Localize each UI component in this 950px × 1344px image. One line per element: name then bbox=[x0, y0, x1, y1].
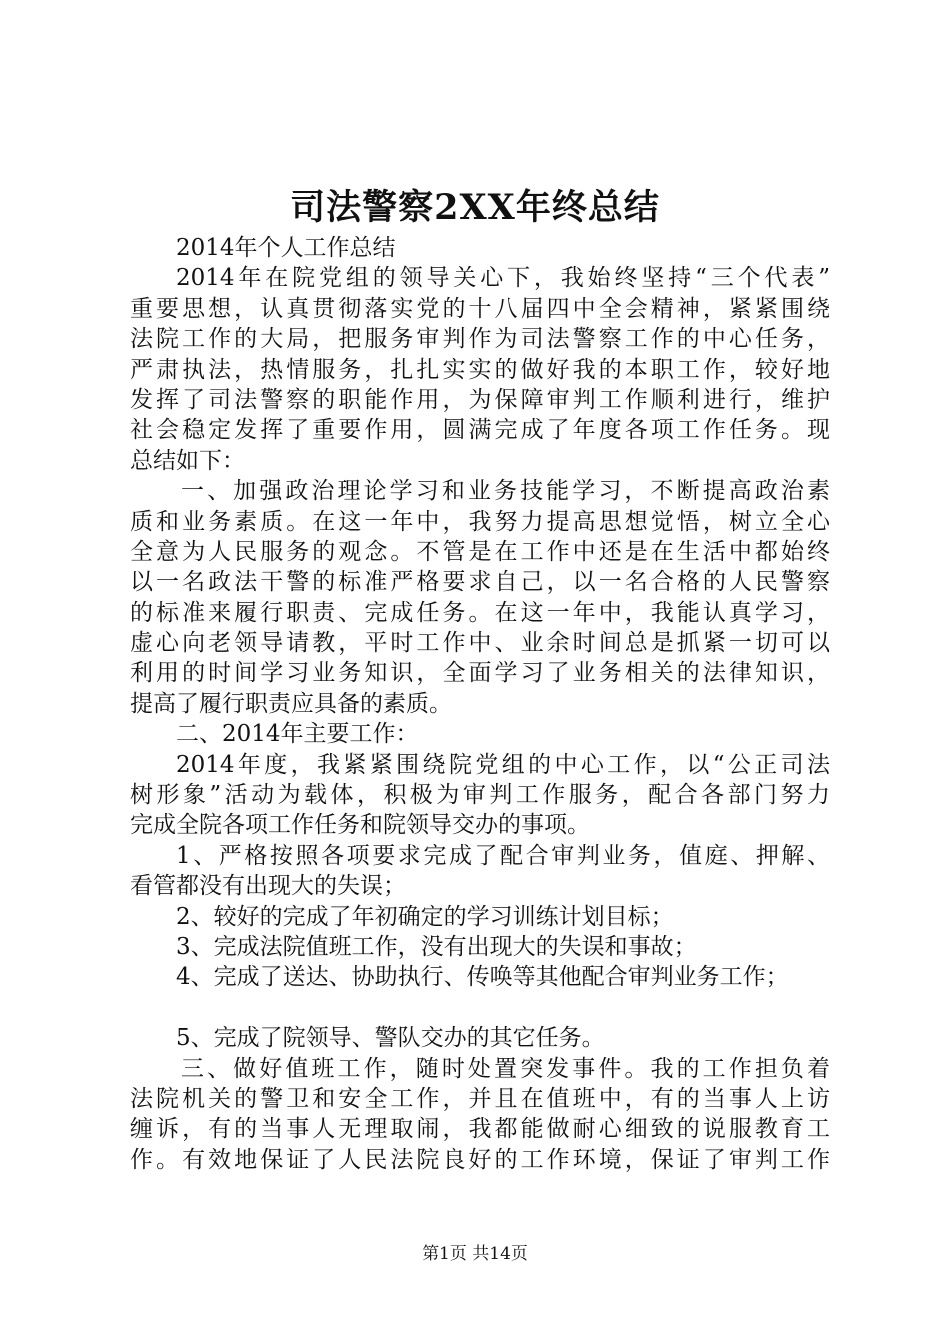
text-line: 质和业务素质。在这一年中，我努力提高思想觉悟，树立全心 bbox=[130, 508, 830, 535]
text-line: 1、严格按照各项要求完成了配合审判业务，值庭、押解、 bbox=[176, 842, 830, 869]
text-line: 虚心向老领导请教，平时工作中、业余时间总是抓紧一切可以 bbox=[130, 630, 830, 657]
text-line: 法院工作的大局，把服务审判作为司法警察工作的中心任务， bbox=[130, 326, 830, 353]
text-line: 缠诉，有的当事人无理取闹，我都能做耐心细致的说服教育工 bbox=[130, 1116, 830, 1143]
document-title: 司法警察2XX年终总结 bbox=[290, 187, 660, 228]
text-line: 提高了履行职责应具备的素质。 bbox=[130, 690, 452, 717]
text-line: 作。有效地保证了人民法院良好的工作环境，保证了审判工作 bbox=[130, 1146, 830, 1173]
text-line: 全意为人民服务的观念。不管是在工作中还是在生活中都始终 bbox=[130, 538, 830, 565]
text-line: 二、2014年主要工作： bbox=[176, 721, 419, 748]
text-line: 2014年个人工作总结 bbox=[176, 235, 396, 261]
text-line: 以一名政法干警的标准严格要求自己，以一名合格的人民警察 bbox=[130, 569, 830, 596]
text-line: 利用的时间学习业务知识，全面学习了业务相关的法律知识， bbox=[130, 660, 830, 687]
text-line: 一、加强政治理论学习和业务技能学习，不断提高政治素 bbox=[181, 478, 830, 505]
text-line: 社会稳定发挥了重要作用，圆满完成了年度各项工作任务。现 bbox=[130, 417, 830, 444]
text-line: 3、完成法院值班工作，没有出现大的失误和事故； bbox=[176, 933, 697, 960]
page-footer: 第1页 共14页 bbox=[422, 1244, 528, 1264]
text-line: 重要思想，认真贯彻落实党的十八届四中全会精神，紧紧围绕 bbox=[130, 295, 830, 322]
text-line: 2014年度，我紧紧围绕院党组的中心工作，以“公正司法 bbox=[176, 751, 830, 778]
text-line: 2014年在院党组的领导关心下，我始终坚持“三个代表” bbox=[176, 265, 830, 292]
blank-line bbox=[130, 993, 830, 1023]
text-line: 三、做好值班工作，随时处置突发事件。我的工作担负着 bbox=[181, 1055, 830, 1082]
document-body bbox=[130, 233, 830, 1175]
text-line: 发挥了司法警察的职能作用，为保障审判工作顺利进行，维护 bbox=[130, 386, 830, 413]
text-line: 严肃执法，热情服务，扎扎实实的做好我的本职工作，较好地 bbox=[130, 356, 830, 383]
text-line: 树形象”活动为载体，积极为审判工作服务，配合各部门努力 bbox=[130, 782, 830, 809]
text-line: 5、完成了院领导、警队交办的其它任务。 bbox=[176, 1025, 605, 1052]
text-line: 4、完成了送达、协助执行、传唤等其他配合审判业务工作； bbox=[176, 964, 789, 991]
text-line: 总结如下： bbox=[130, 447, 245, 474]
text-line: 完成全院各项工作任务和院领导交办的事项。 bbox=[130, 812, 590, 839]
text-line: 法院机关的警卫和安全工作，并且在值班中，有的当事人上访 bbox=[130, 1085, 830, 1112]
text-line: 2、较好的完成了年初确定的学习训练计划目标； bbox=[176, 903, 674, 930]
text-line: 的标准来履行职责、完成任务。在这一年中，我能认真学习， bbox=[130, 599, 830, 626]
text-line: 看管都没有出现大的失误； bbox=[130, 873, 406, 900]
